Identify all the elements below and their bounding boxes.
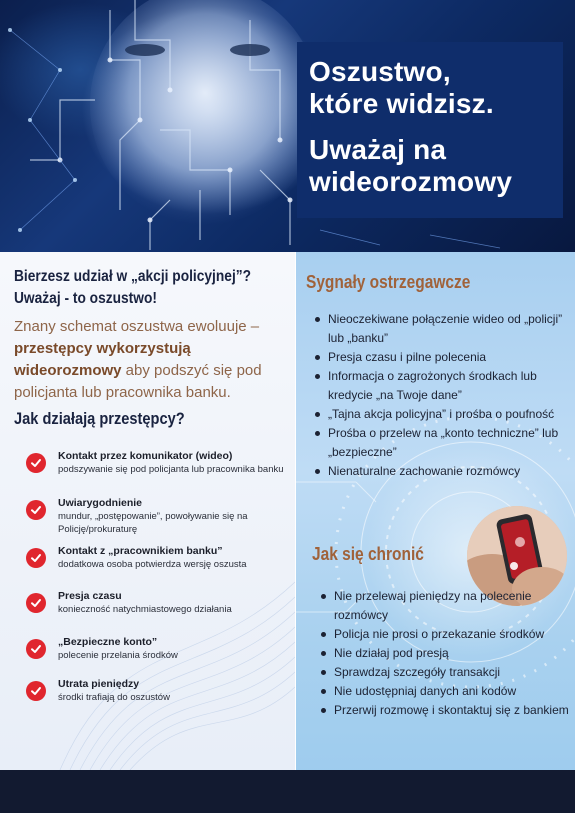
check-icon: [26, 453, 46, 473]
step-title: „Bezpieczne konto”: [58, 636, 158, 648]
list-item: Nie działaj pod presją: [320, 644, 570, 663]
hero-banner: [0, 0, 575, 252]
step-desc: środki trafiają do oszustów: [58, 692, 170, 703]
list-item: Nienaturalne zachowanie rozmówcy: [314, 462, 569, 481]
hero-title-line: Uważaj na: [309, 134, 447, 165]
list-item: Prośba o przelew na „konto techniczne” lub „bezpieczne”: [314, 424, 569, 462]
protect-list: [320, 587, 570, 720]
step-title: Utrata pieniędzy: [58, 678, 140, 690]
intro-paragraph: [14, 316, 289, 404]
step-item: [26, 590, 286, 636]
intro-text-part: aby podszyć się pod policjanta lub pracownika banku.: [14, 362, 262, 401]
step-item: [26, 678, 286, 718]
step-item: [26, 545, 286, 590]
list-item: Nie udostępniaj danych ani kodów: [320, 682, 570, 701]
hero-title-line: które widzisz.: [309, 88, 494, 119]
intro-heading: [14, 266, 289, 310]
how-heading: Jak działają przestępcy?: [14, 409, 185, 428]
list-item: Sprawdzaj szczegóły transakcji: [320, 663, 570, 682]
list-item: Przerwij rozmowę i skontaktuj się z bankiem: [320, 701, 570, 720]
list-item: Nieoczekiwane połączenie wideo od „policji” lub „banku”: [314, 310, 569, 348]
check-icon: [26, 548, 46, 568]
step-item: [26, 636, 286, 678]
step-desc: dodatkowa osoba potwierdza wersję oszusta: [58, 559, 247, 570]
signals-heading: Sygnały ostrzegawcze: [306, 272, 471, 292]
step-title: Presja czasu: [58, 590, 122, 602]
step-desc: polecenie przelania środków: [58, 650, 178, 661]
hero-title-line: Oszustwo,: [309, 56, 451, 87]
steps-list: [26, 450, 286, 718]
footer-bar: [0, 770, 575, 813]
step-item: [26, 497, 286, 545]
protect-heading: Jak się chronić: [312, 544, 424, 564]
step-desc: podszywanie się pod policjanta lub pracownika banku: [58, 464, 284, 475]
list-item: Policja nie prosi o przekazanie środków: [320, 625, 570, 644]
step-title: Uwiarygodnienie: [58, 497, 143, 509]
list-item: Nie przelewaj pieniędzy na polecenie rozmówcy: [320, 587, 570, 625]
right-panel: [296, 252, 575, 802]
step-title: Kontakt z „pracownikiem banku”: [58, 545, 223, 557]
hero-title-line: wideorozmowy: [309, 166, 513, 197]
hero-title-box: [297, 42, 563, 218]
intro-heading-line: Bierzesz udział w „akcji policyjnej”?: [14, 268, 252, 285]
intro-heading-line: Uważaj - to oszustwo!: [14, 290, 157, 307]
list-item: Presja czasu i pilne polecenia: [314, 348, 569, 367]
list-item: Informacja o zagrożonych środkach lub kredycie „na Twoje dane”: [314, 367, 569, 405]
check-icon: [26, 639, 46, 659]
check-icon: [26, 593, 46, 613]
intro-text-bold: przestępcy wykorzystują wideorozmowy: [14, 340, 191, 379]
check-icon: [26, 500, 46, 520]
left-panel: [0, 252, 295, 770]
check-icon: [26, 681, 46, 701]
list-item: „Tajna akcja policyjna” i prośba o poufność: [314, 405, 569, 424]
step-desc: mundur, „postępowanie”, powoływanie się na Policję/prokuraturę: [58, 511, 248, 535]
signals-list: [314, 310, 569, 481]
intro-text-part: Znany schemat oszustwa ewoluuje –: [14, 318, 260, 335]
step-desc: konieczność natychmiastowego działania: [58, 604, 232, 615]
step-item: [26, 450, 286, 497]
step-title: Kontakt przez komunikator (wideo): [58, 450, 233, 462]
